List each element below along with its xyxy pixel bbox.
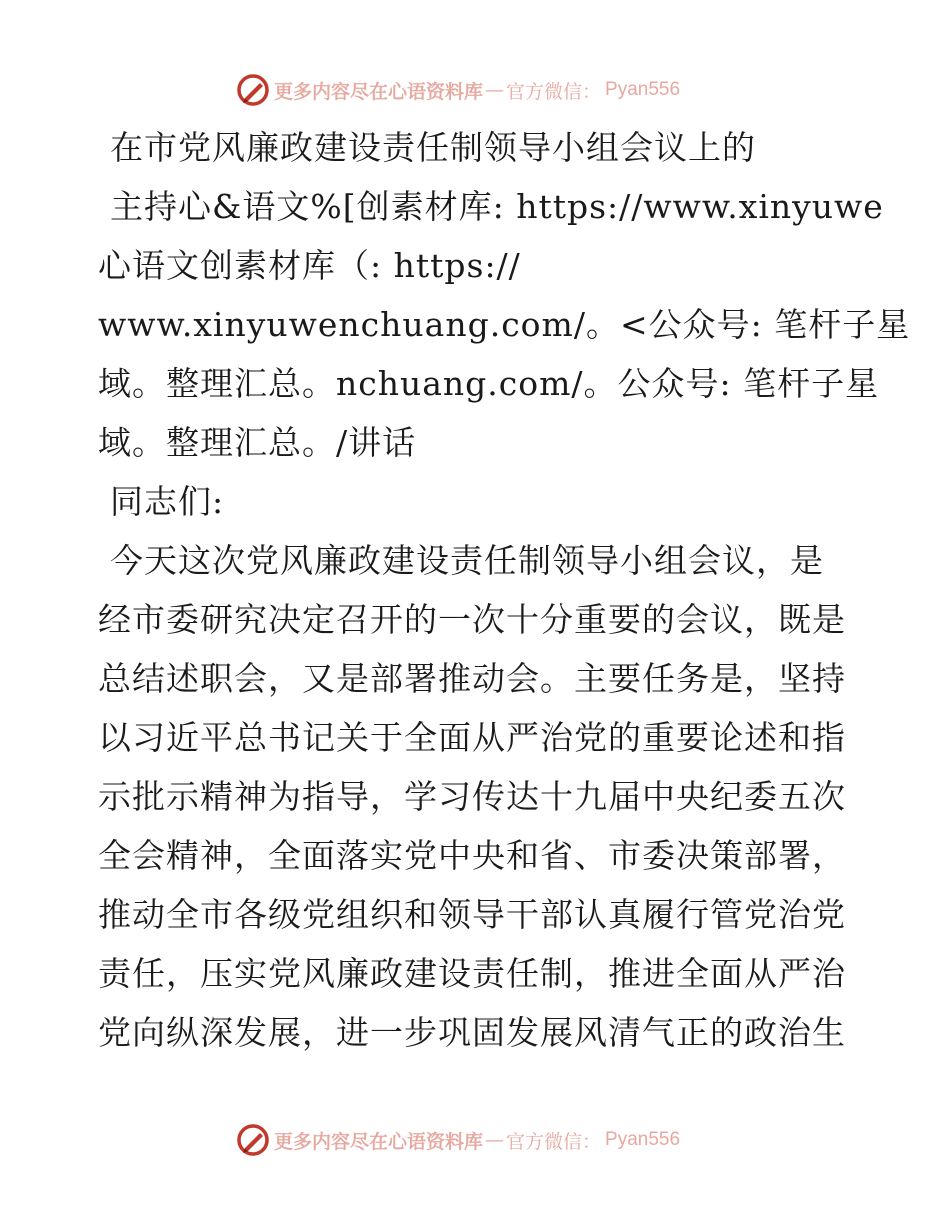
body-line: 责任，压实党风廉政建设责任制，推进全面从严治 <box>98 954 846 993</box>
title-line-2: 主持心&语文%[创素材库: https://www.xinyuwe <box>110 187 884 226</box>
pen-logo-icon <box>236 73 270 107</box>
banner-wechat-id: Pyan556 <box>605 1129 681 1150</box>
body-line: 推动全市各级党组织和领导干部认真履行管党治党 <box>98 895 846 934</box>
footer-banner <box>236 1122 680 1158</box>
body-line: 示批示精神为指导，学习传达十九届中央纪委五次 <box>98 777 846 816</box>
body-line: 党向纵深发展，进一步巩固发展风清气正的政治生 <box>98 1013 846 1052</box>
body-line: 全会精神，全面落实党中央和省、市委决策部署， <box>98 836 846 875</box>
title-line-3: 心语文创素材库（: https:// <box>98 246 521 285</box>
title-line-5: 域。整理汇总。nchuang.com/。公众号: 笔杆子星 <box>98 364 880 403</box>
document-body <box>98 118 911 1062</box>
banner-official-label: 官方微信： <box>506 1130 602 1153</box>
body-line: 经市委研究决定召开的一次十分重要的会议，既是 <box>98 600 846 639</box>
salutation: 同志们: <box>110 482 225 521</box>
banner-site-text: 更多内容尽在心语资料库 <box>274 1130 484 1153</box>
banner-site-text: 更多内容尽在心语资料库 <box>274 80 484 103</box>
pen-logo-icon <box>236 1123 270 1157</box>
banner-dash: — <box>485 79 505 101</box>
body-line: 今天这次党风廉政建设责任制领导小组会议，是 <box>110 541 824 580</box>
body-line: 以习近平总书记关于全面从严治党的重要论述和指 <box>98 718 846 757</box>
banner-official-label: 官方微信： <box>506 80 602 103</box>
banner-wechat-id: Pyan556 <box>605 79 681 100</box>
banner-dash: — <box>485 1129 505 1151</box>
title-line-4: www.xinyuwenchuang.com/。<公众号: 笔杆子星 <box>98 305 911 344</box>
body-line: 总结述职会，又是部署推动会。主要任务是，坚持 <box>98 659 846 698</box>
title-line-6: 域。整理汇总。/讲话 <box>98 423 417 462</box>
header-banner <box>236 72 680 108</box>
title-line-1: 在市党风廉政建设责任制领导小组会议上的 <box>110 128 756 167</box>
